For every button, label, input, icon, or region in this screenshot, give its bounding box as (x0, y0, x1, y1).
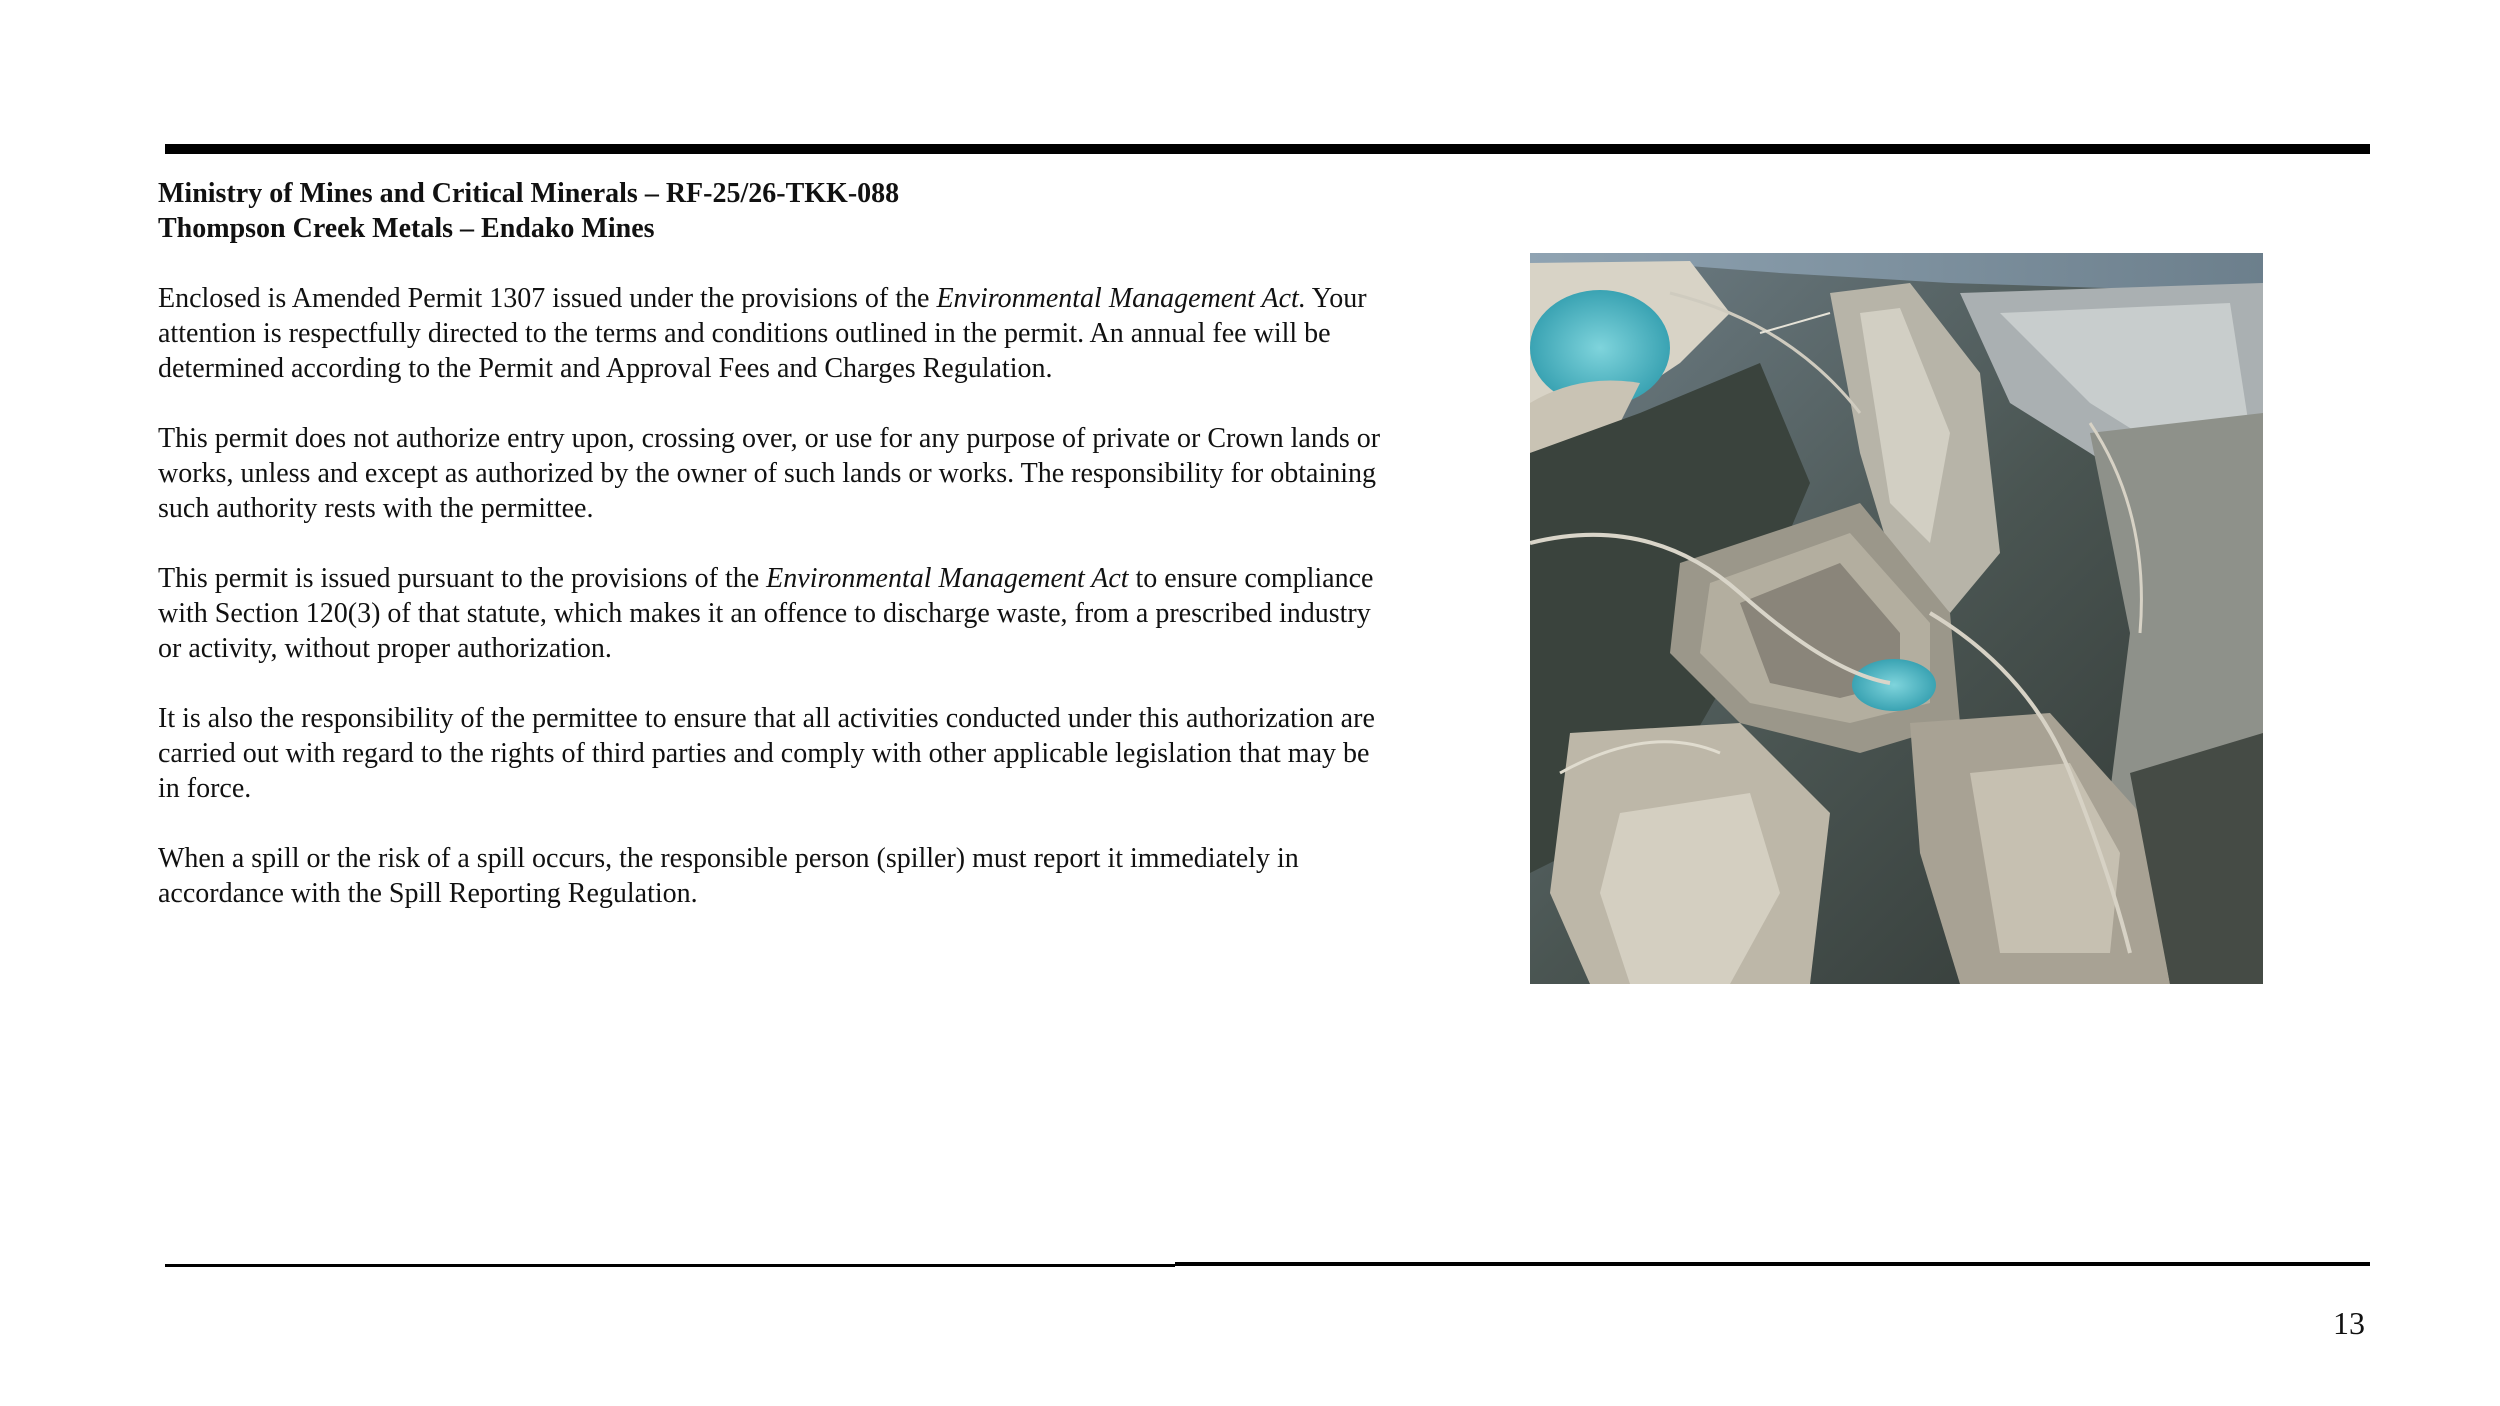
paragraph-permit-enclosed (158, 281, 1398, 386)
paragraph-third-parties: It is also the responsibility of the permittee to ensure that all activities conducted under this authorization are carried out with regard to the rights of third parties and comply with other applicable legislation that may be in force. (158, 703, 1375, 804)
header-rule (165, 144, 2370, 154)
footer-rule-left (165, 1264, 1175, 1267)
act-title-1: Environmental Management Act. (936, 283, 1306, 314)
paragraph-spill-reporting: When a spill or the risk of a spill occurs, the responsible person (spiller) must report it immediately in accordance with the Spill Reporting Regulation. (158, 843, 1299, 909)
aerial-mine-photo (1530, 253, 2263, 984)
letter-body (158, 176, 1398, 911)
act-title-2: Environmental Management Act (766, 563, 1129, 594)
paragraph-3-text-b: to ensure compliance with Section 120(3) of that statute, which makes it an offence to discharge waste, from a prescribed industry or activity, without proper authorization. (158, 563, 1374, 664)
paragraph-3-text-a: This permit is issued pursuant to the provisions of the (158, 563, 767, 594)
document-heading (158, 176, 1398, 246)
heading-line-2: Thompson Creek Metals – Endako Mines (158, 213, 655, 244)
page-number: 13 (2333, 1305, 2365, 1341)
paragraph-compliance (158, 561, 1398, 666)
paragraph-1-text-a: Enclosed is Amended Permit 1307 issued under the provisions of the (158, 283, 937, 314)
heading-line-1: Ministry of Mines and Critical Minerals – RF-25/26-TKK-088 (158, 178, 900, 209)
paragraph-land-entry: This permit does not authorize entry upon, crossing over, or use for any purpose of private or Crown lands or works, unless and except as authorized by the owner of such lands or works. The responsibility for obtaining such authority rests with the permittee. (158, 423, 1381, 524)
aerial-mine-illustration (1530, 253, 2263, 984)
footer-rule-right (1175, 1262, 2370, 1266)
paragraph-1-text-b: Your attention is respectfully directed to the terms and conditions outlined in the permit. An annual fee will be determined according to the Permit and Approval Fees and Charges Regulation. (158, 283, 1367, 384)
